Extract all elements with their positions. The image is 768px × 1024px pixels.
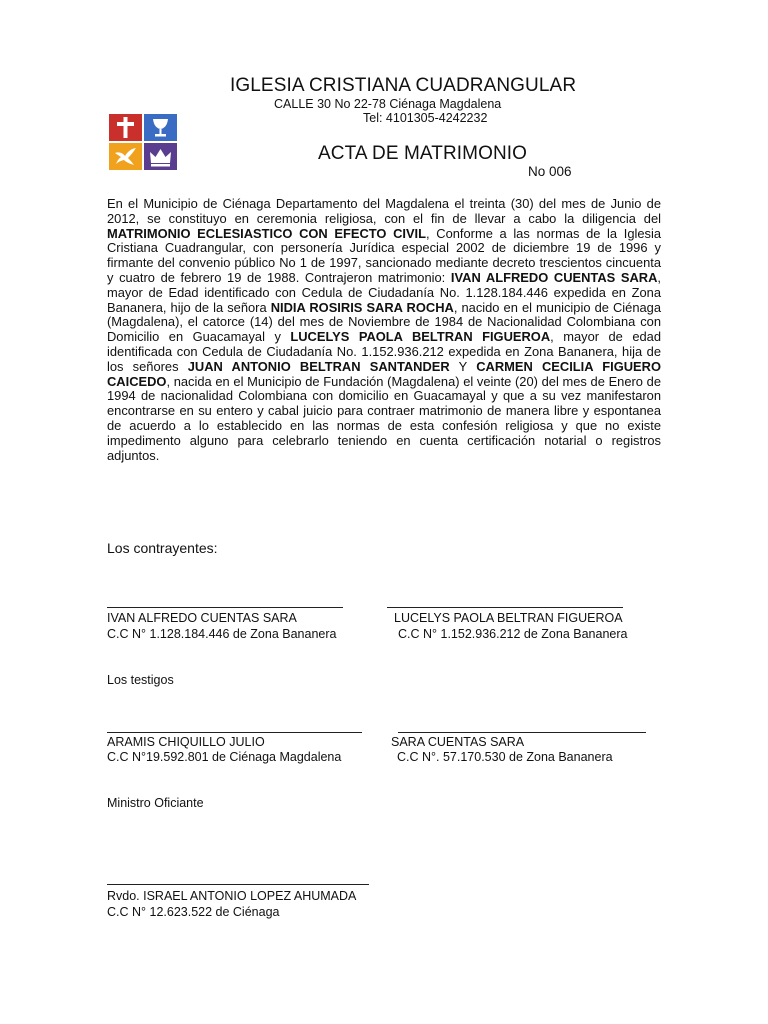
text-segment: , nacido en el municipio de Ciénaga (Magdalena), el catorce (14) del mes de Noviembre de 1984 de Nacionalidad Colombiana con Domicilio en Guacamayal y <box>107 299 661 345</box>
text-segment: En el Municipio de Ciénaga Departamento del Magdalena el treinta (30) del mes de Junio de 2012, se constituyo en ceremonia religiosa, con el fin de llevar a cabo la diligencia del <box>107 196 661 226</box>
witness1-signature-line <box>107 732 362 733</box>
church-name: IGLESIA CRISTIANA CUADRANGULAR <box>230 75 577 96</box>
bold-text-segment: NIDIA ROSIRIS SARA ROCHA <box>270 299 454 315</box>
bride-name: LUCELYS PAOLA BELTRAN FIGUEROA <box>394 611 623 625</box>
bold-text-segment: CARMEN CECILIA FIGUERO CAICEDO <box>107 358 661 389</box>
bride-id: C.C N° 1.152.936.212 de Zona Bananera <box>398 627 628 641</box>
groom-name: IVAN ALFREDO CUENTAS SARA <box>107 611 297 625</box>
dove-icon <box>109 143 142 170</box>
document-title: ACTA DE MATRIMONIO <box>318 143 528 164</box>
text-segment: , Conforme a las normas de la Iglesia Cristiana Cuadrangular, con personería Jurídica especial 2002 de diciembre 19 de 1996 y firmante del convenio público No 1 de 1997, sancionado mediante decreto trescientos cincuenta y cuatro de febrero 19 de 1988. Contrajeron matrimonio: <box>107 225 662 285</box>
act-body-paragraph <box>107 197 661 463</box>
bold-text-segment: LUCELYS PAOLA BELTRAN FIGUEROA <box>290 329 551 345</box>
witness2-id: C.C N°. 57.170.530 de Zona Bananera <box>397 750 613 764</box>
bold-text-segment: IVAN ALFREDO CUENTAS SARA <box>450 269 658 285</box>
witness2-signature-line <box>398 732 646 733</box>
bride-signature-line <box>387 607 623 608</box>
church-logo <box>109 114 177 170</box>
groom-id: C.C N° 1.128.184.446 de Zona Bananera <box>107 627 337 641</box>
document-number: No 006 <box>528 164 572 179</box>
witness1-id: C.C N°19.592.801 de Ciénaga Magdalena <box>107 750 342 764</box>
ministro-label: Ministro Oficiante <box>107 796 204 810</box>
contrayentes-label: Los contrayentes: <box>107 540 218 556</box>
bold-text-segment: JUAN ANTONIO BELTRAN SANTANDER <box>187 358 450 374</box>
church-address: CALLE 30 No 22-78 Ciénaga Magdalena <box>274 97 502 111</box>
cross-icon <box>109 114 142 141</box>
minister-signature-line <box>107 884 369 885</box>
text-segment: , mayor de edad identificada con Cedula de Ciudadanía No. 1.152.936.212 expedida en Zona Bananera, hija de los señores <box>107 329 662 374</box>
text-segment: , nacida en el Municipio de Fundación (Magdalena) el veinte (20) del mes de Enero de 1994 de nacionalidad Colombiana con domicilio en Guacamayal y que a su vez manifestaron encontrarse en su entero y cabal juicio para contraer matrimonio de manera libre y espontanea de acuerdo a lo establecido en las normas de esta confesión religiosa y que no existe impedimento alguno para celebrarlo teniendo en cuenta certificación notarial o registros adjuntos. <box>107 373 661 463</box>
text-segment: Y <box>449 358 477 374</box>
crown-icon <box>144 143 177 170</box>
minister-id: C.C N° 12.623.522 de Ciénaga <box>107 905 280 919</box>
text-segment: , mayor de Edad identificado con Cedula de Ciudadanía No. 1.128.184.446 expedida en Zona Bananera, hijo de la señora <box>107 269 661 315</box>
bold-text-segment: MATRIMONIO ECLESIASTICO CON EFECTO CIVIL <box>107 225 427 241</box>
cup-icon <box>144 114 177 141</box>
testigos-label: Los testigos <box>107 673 174 687</box>
witness2-name: SARA CUENTAS SARA <box>391 735 525 749</box>
witness1-name: ARAMIS CHIQUILLO JULIO <box>107 735 265 749</box>
groom-signature-line <box>107 607 343 608</box>
church-phone: Tel: 4101305-4242232 <box>363 111 488 125</box>
minister-name: Rvdo. ISRAEL ANTONIO LOPEZ AHUMADA <box>107 889 357 903</box>
